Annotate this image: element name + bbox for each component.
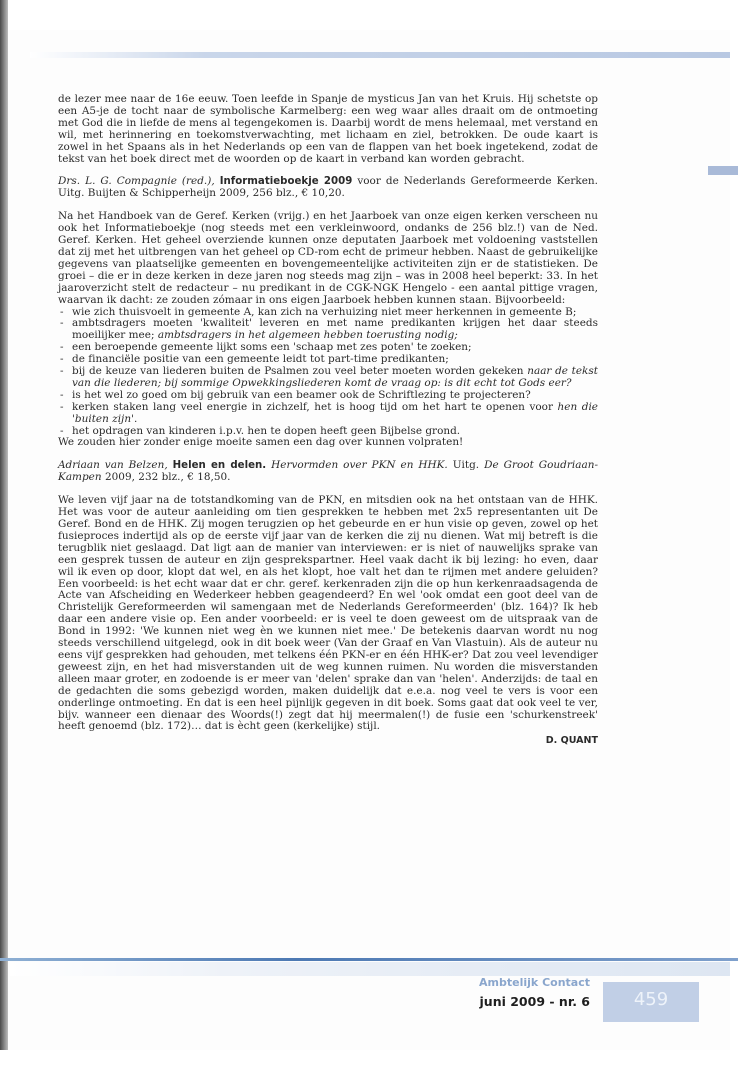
page-number: 459 [633,989,669,1010]
list-item-italic: naar de tekst van die liederen; bij sommige Opwekkingsliederen komt de vraag op: is dit echt tot Gods eer? [72,365,598,389]
list-item [58,318,598,342]
article-body [58,94,598,747]
book-reference-1 [58,176,598,200]
issue-info: juni 2009 - nr. 6 [479,994,590,1009]
ref2-rest: Uitg. [447,459,485,472]
ref1-rest: voor de Nederlands Gereformeerde Kerken. Uitg. Buijten & Schipperheijn 2009, 256 blz., € 10,20. [58,175,598,200]
header-band [30,52,730,58]
question-list [58,307,598,438]
ref1-title: Informatieboekje 2009 [219,176,353,188]
list-item-text: een beroepende gemeente lijkt soms een 'schaap met zes poten' te zoeken; [72,341,472,354]
magazine-name: Ambtelijk Contact [479,976,590,989]
list-item-text: bij de keuze van liederen buiten de Psalmen zou veel beter moeten worden gekeken [72,365,528,378]
paragraph-review-1: Na het Handboek van de Geref. Kerken (vrijg.) en het Jaarboek van onze eigen kerken verscheen nu ook het Informatieboekje (nog steeds met een verkleinwoord, ondanks de 256 blz.!) van de Ned. Geref. Kerken. Het geheel overziende kunnen onze deputaten Jaarboek met voldoening vaststellen dat zij met het uitbrengen van het geheel op CD-rom echt de primeur hebben. Naast de gebruikelijke gegevens van plaatselijke gemeenten en bovengemeentelijke activiteiten zijn er de statistieken. De groei – die er in deze kerken in deze jaren nog steeds mag zijn – was in 2008 heel beperkt: 33. In het jaaroverzicht stelt de redacteur – nu predikant in de CGK-NGK Hengelo - een aantal pittige vragen, waarvan ik dacht: ze zouden zómaar in ons eigen Jaarboek hebben kunnen staan. Bijvoorbeeld: [58,210,598,306]
footer-band [0,958,738,961]
list-item [58,366,598,390]
book-reference-2 [58,460,598,484]
ref2-publisher: De Groot Goudriaan-Kampen [58,459,598,484]
list-item-text: is het wel zo goed om bij gebruik van een beamer ook de Schriftlezing te projecteren? [72,388,531,401]
ref1-author: Drs. L. G. Compagnie (red.), [58,175,215,188]
list-item-text: de financiële positie van een gemeente leidt tot part-time predikanten; [72,353,449,366]
ref2-title: Helen en delen. [172,460,267,472]
paragraph-review-2: We leven vijf jaar na de totstandkoming van de PKN, en mitsdien ook na het ontstaan van de HHK. Het was voor de auteur aanleiding om tien gesprekken te hebben met 2x5 representanten uit De Geref. Bond en de HHK. Zij mogen terugzien op het gebeurde en er hun visie op geven, zowel op het fusieproces indertijd als op de eerste vijf jaar van de kerken die zij nu dienen. Wat mij betreft is die terugblik niet geslaagd. Dat ligt aan de manier van interviewen: er is niet of nauwelijks sprake van een gesprek tussen de auteur en zijn gesprekspartner. Heel vaak dacht ik bij lezing: ho even, daar wil ik even op door, klopt dat wel, en als het klopt, hoe valt het dan te rijmen met andere geluiden? Een voorbeeld: is het echt waar dat er chr. geref. kerkenraden zijn die op hun kerkenraadsagenda de Acte van Afscheiding en Wederkeer hebben geagendeerd? En wel 'ook omdat een goot deel van de Christelijk Gereformeerden wil samengaan met de Nederlands Gereformeerden' (blz. 164)? Ik heb daar een andere visie op. Een ander voorbeeld: er is veel te doen geweest om de uitspraak van de Bond in 1992: 'We kunnen niet weg èn we kunnen niet mee.' De betekenis daarvan wordt nu nog steeds verschillend uitgelegd, ook in dit boek weer (Van der Graaf en Van Vlastuin). Als de auteur nu eens vijf gesprekken had gehouden, met telkens één PKN-er en één HHK-er? Dat zou veel levendiger geweest zijn, en het had misverstanden uit de weg kunnen ruimen. Nu worden die misverstanden alleen maar groter, en zodoende is er meer van 'delen' sprake dan van 'helen'. Anderzijds: de taal en de gedachten die soms gebezigd worden, maken duidelijk dat e.e.a. nog veel te vers is voor een onderlinge ontmoeting. En dat is een heel pijnlijk gegeven in dit boek. Soms gaat dat ook veel te ver, bijv. wanneer een dienaar des Woords(!) zegt dat hij meermalen(!) de fusie een 'schurkenstreek' heeft genoemd (blz. 172)… dat is ècht geen (kerkelijke) stijl. [58,494,598,733]
list-item-text: het opdragen van kinderen i.p.v. hen te dopen heeft geen Bijbelse grond. [72,424,461,437]
list-item-text: wie zich thuisvoelt in gemeente A, kan zich na verhuizing niet meer herkennen in gemeente B; [72,305,577,318]
ref2-subtitle: Hervormden over PKN en HHK. [266,459,448,472]
scan-edge [0,0,8,1050]
list-item-text: ambtsdragers moeten 'kwaliteit' leveren en met name predikanten krijgen het daar steeds moeilijker mee; [72,317,598,342]
paragraph-review-1-tail: We zouden hier zonder enige moeite samen een dag over kunnen volpraten! [58,436,464,449]
list-item-italic: ambtsdragers in het algemeen hebben toerusting nodig; [157,329,458,342]
paragraph-intro: de lezer mee naar de 16e eeuw. Toen leefde in Spanje de mysticus Jan van het Kruis. Hij schetste op een A5-je de tocht naar de symbolische Karmelberg: een weg waar alles draait om de ontmoeting met God die in liefde de mens al tegengekomen is. Daarbij wordt de mens helemaal, met verstand en wil, met herinnering en toekomstverwachting, met lichaam en ziel, betrokken. De oude kaart is zowel in het Spaans als in het Nederlands op een van de flappen van het boek ingetekend, zodat de tekst van het boek direct met de woorden op de kaart in verband kan worden gebracht. [58,93,598,165]
list-item-text: kerken staken lang veel energie in zichzelf, het is hoog tijd om het hart te openen voor [72,400,558,413]
list-item [58,426,598,438]
ref2-author: Adriaan van Belzen, [58,459,168,472]
list-item [58,402,598,426]
side-tab-marker [708,166,738,175]
footer-band-shade [10,962,730,976]
ref2-tail: 2009, 232 blz., € 18,50. [101,471,231,484]
list-item-italic: hen die 'buiten zijn'. [72,400,599,425]
author-signature: D. QUANT [545,735,598,747]
